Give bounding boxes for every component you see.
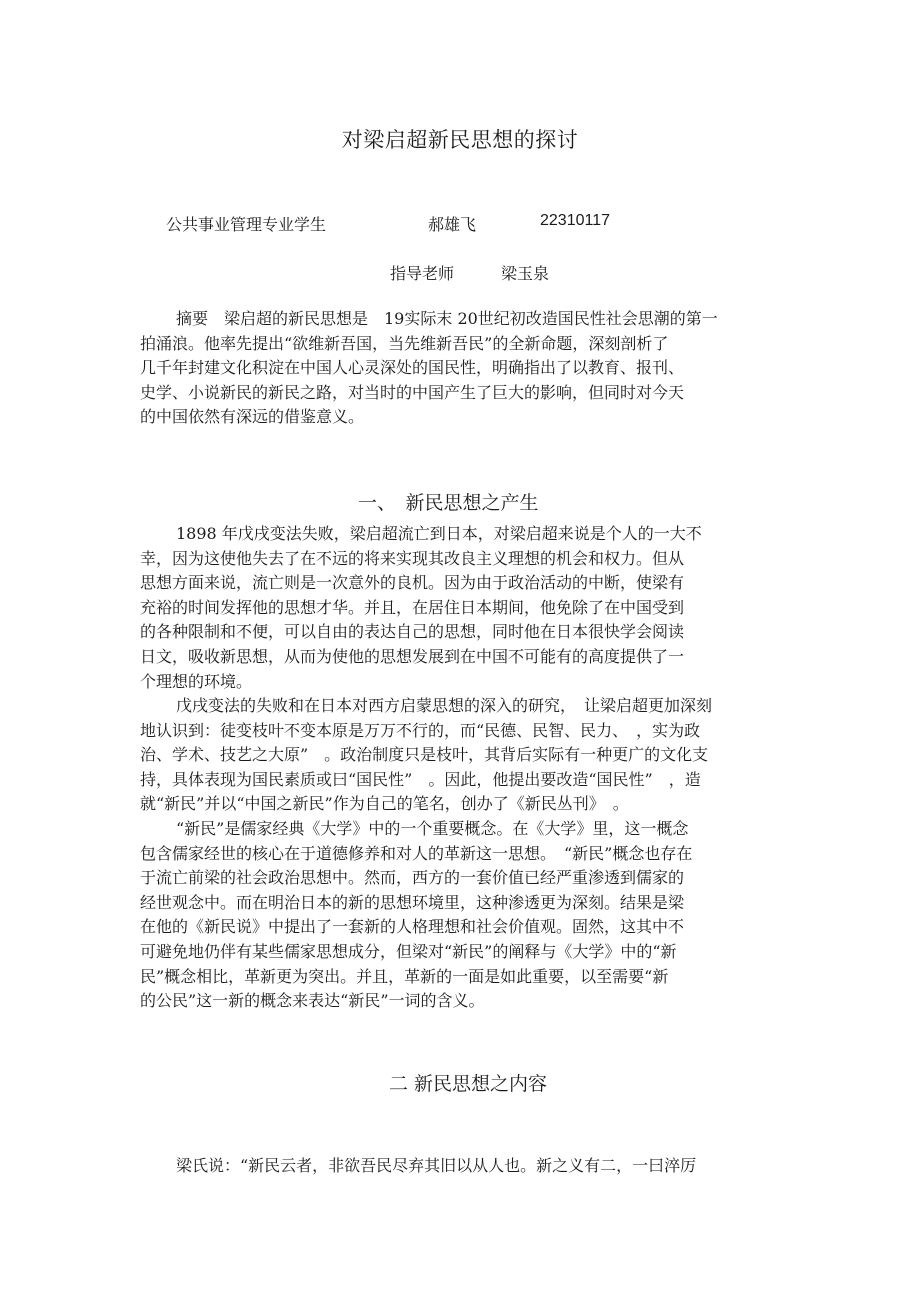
paragraph-line: 梁氏说：“新民云者，非欲吾民尽弃其旧以从人也。新之义有二，一曰淬厉 xyxy=(176,1156,697,1175)
paragraph-line: 的各种限制和不便，可以自由的表达自己的思想，同时他在日本很快学会阅读 xyxy=(140,622,685,642)
paragraph-line: 民”概念相比，革新更为突出。并且，革新的一面是如此重要，以至需要“新 xyxy=(140,966,669,986)
paragraph-line: 充裕的时间发挥他的思想才华。并且，在居住日本期间，他免除了在中国受到 xyxy=(140,597,685,617)
paragraph-line: 持，具体表现为国民素质或曰“国民性” 。因此，他提出要改造“国民性” ，造 xyxy=(140,769,701,789)
abstract-line: 拍涌浪。他率先提出“欲维新吾国，当先维新吾民”的全新命题，深刻剖析了 xyxy=(140,333,669,353)
paragraph-line: 1898 年戊戌变法失败，梁启超流亡到日本，对梁启超来说是个人的一大不 xyxy=(176,524,702,543)
author-major: 公共事业管理专业学生 xyxy=(166,215,327,234)
advisor-label: 指导老师 xyxy=(390,264,455,283)
section-heading-1: 一、 新民思想之产生 xyxy=(358,492,539,514)
paragraph-line: “新民”是儒家经典《大学》中的一个重要概念。在《大学》里，这一概念 xyxy=(176,819,689,838)
paragraph-line: 个理想的环境。 xyxy=(140,671,253,691)
paragraph-line: 思想方面来说，流亡则是一次意外的良机。因为由于政治活动的中断，使梁有 xyxy=(140,573,685,593)
abstract-line: 几千年封建文化积淀在中国人心灵深处的国民性，明确指出了以教育、报刊、 xyxy=(140,358,685,378)
paragraph-line: 包含儒家经世的核心在于道德修养和对人的革新这一思想。 “新民”概念也存在 xyxy=(140,843,693,863)
abstract-paragraph xyxy=(140,307,790,430)
paragraph-line: 治、学术、技艺之大原” 。政治制度只是枝叶，其背后实际有一种更广的文化支 xyxy=(140,745,709,765)
abstract-line: 的中国依然有深远的借鉴意义。 xyxy=(140,407,365,427)
abstract-line: 摘要 梁启超的新民思想是 19实际末 20世纪初改造国民性社会思潮的第一 xyxy=(176,309,718,328)
paragraph-line: 戊戌变法的失败和在日本对西方启蒙思想的深入的研究， 让梁启超更加深刻 xyxy=(176,696,713,715)
paragraph-line: 就“新民”并以“中国之新民”作为自己的笔名，创办了《新民丛刊》 。 xyxy=(140,794,629,814)
paragraph-line: 于流亡前梁的社会政治思想中。然而，西方的一套价值已经严重渗透到儒家的 xyxy=(140,868,685,888)
paragraph-line: 幸，因为这使他失去了在不远的将来实现其改良主义理想的机会和权力。但从 xyxy=(140,548,685,568)
paragraph-line: 经世观念中。而在明治日本的新的思想环境里，这种渗透更为深刻。结果是梁 xyxy=(140,892,685,912)
student-id: 22310117 xyxy=(540,212,610,229)
section2-paragraph-1 xyxy=(140,1154,790,1179)
paragraph-line: 在他的《新民说》中提出了一套新的人格理想和社会价值观。固然，这其中不 xyxy=(140,917,685,937)
section1-paragraph-2 xyxy=(140,694,790,817)
advisor-name: 梁玉泉 xyxy=(501,264,550,283)
section1-paragraph-3 xyxy=(140,817,790,1014)
paragraph-line: 的公民”这一新的概念来表达“新民”一词的含义。 xyxy=(140,991,485,1011)
paragraph-line: 可避免地仍伴有某些儒家思想成分，但梁对“新民”的阐释与《大学》中的“新 xyxy=(140,941,677,961)
author-name: 郝雄飞 xyxy=(428,215,477,234)
section1-paragraph-1 xyxy=(140,522,790,694)
document-title: 对梁启超新民思想的探讨 xyxy=(341,128,579,152)
abstract-line: 史学、小说新民的新民之路，对当时的中国产生了巨大的影响，但同时对今天 xyxy=(140,382,685,402)
section-heading-2: 二 新民思想之内容 xyxy=(389,1073,548,1095)
paragraph-line: 日文，吸收新思想，从而为使他的思想发展到在中国不可能有的高度提供了一 xyxy=(140,646,685,666)
paragraph-line: 地认识到：徒变枝叶不变本原是万万不行的，而“民德、民智、民力、 ，实为政 xyxy=(140,720,701,740)
